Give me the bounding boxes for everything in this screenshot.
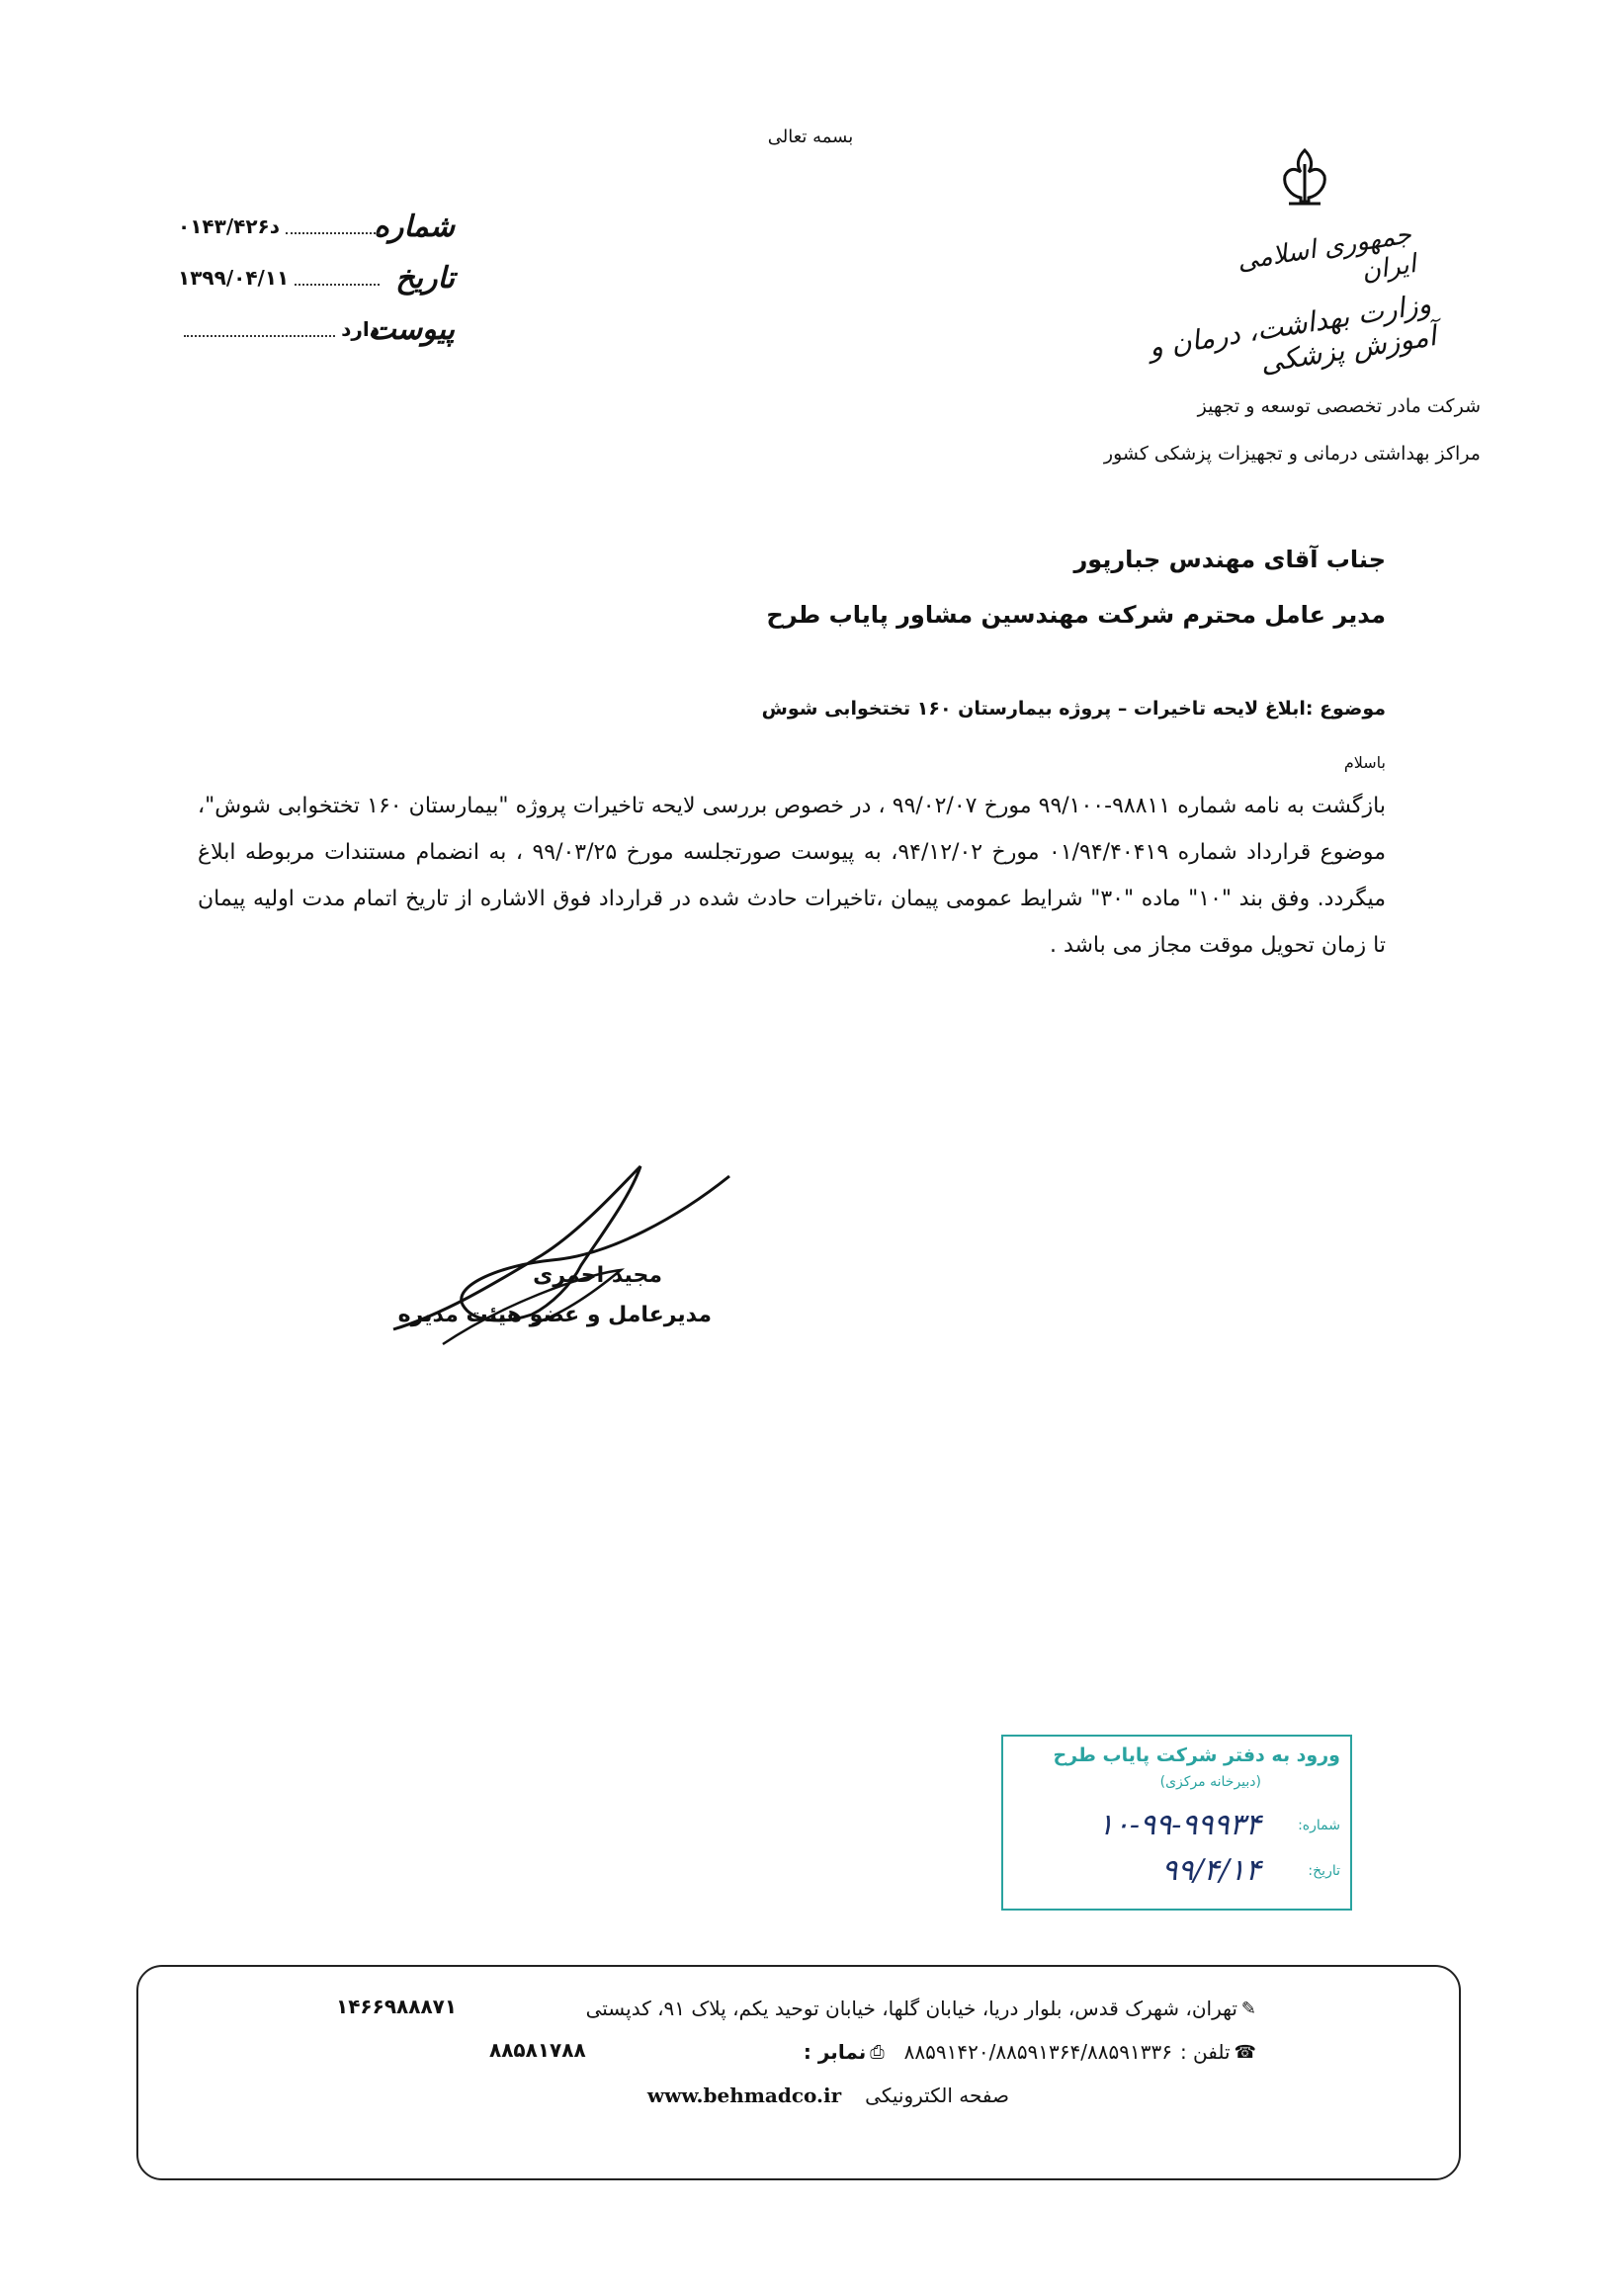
receipt-stamp	[1001, 1735, 1352, 1911]
dotted-line	[184, 334, 335, 337]
signer-title: مدیرعامل و عضو هیئت مدیره	[397, 1303, 712, 1327]
reference-date-value: ۱۳۹۹/۰۴/۱۱	[178, 266, 290, 290]
reference-attachment-value: دارد	[341, 317, 380, 341]
addressee-title: مدیر عامل محترم شرکت مهندسین مشاور پایاب طرح	[766, 601, 1386, 629]
dotted-line	[295, 283, 380, 286]
pen-icon: ✎	[1240, 1998, 1256, 2019]
footer-address-line	[586, 1997, 1256, 2020]
footer-website[interactable]: www.behmadco.ir	[646, 2083, 842, 2107]
footer-fax: ۸۸۵۸۱۷۸۸	[489, 2038, 586, 2062]
addressee-name: جناب آقای مهندس جبارپور	[1073, 546, 1386, 573]
stamp-title: ورود به دفتر شرکت پایاب طرح	[1053, 1744, 1340, 1766]
stamp-number-label: شماره:	[1298, 1817, 1340, 1833]
footer-phone-label: تلفن :	[1179, 2040, 1231, 2064]
reference-block	[178, 193, 455, 347]
stamp-date-value: ۹۹/۴/۱۴	[1161, 1853, 1261, 1888]
reference-date-label: تاریخ	[395, 261, 455, 296]
footer-address: تهران، شهرک قدس، بلوار دریا، خیابان گلها، خیابان توحید یکم، پلاک ۹۱، کدپستی	[585, 1997, 1237, 2020]
footer-phone-line	[804, 2040, 1256, 2064]
letter-subject: موضوع :ابلاغ لایحه تاخیرات – پروژه بیمارستان ۱۶۰ تختخوابی شوش	[761, 698, 1386, 720]
footer-fax-label: نمابر :	[803, 2040, 867, 2064]
ministry-line-2: وزارت بهداشت، درمان و آموزش پزشکی	[1147, 287, 1439, 380]
reference-date-row	[178, 244, 455, 296]
stamp-date-label: تاریخ:	[1308, 1862, 1340, 1879]
reference-attachment-row	[178, 296, 455, 347]
iran-emblem-icon	[1275, 146, 1334, 210]
company-name-line-2: مراکز بهداشتی درمانی و تجهیزات پزشکی کشور	[1103, 443, 1481, 465]
letter-body: بازگشت به نامه شماره ۹۸۸۱۱-۹۹/۱۰۰ مورخ ۹۹/۰۲/۰۷ ، در خصوص بررسی لایحه تاخیرات پروژه "بیمارستان ۱۶۰ تختخوابی شوش"، موضوع قرارداد شماره ۰۱/۹۴/۴۰۴۱۹ مورخ ۹۴/۱۲/۰۲، به پیوست صورتجلسه مورخ ۹۹/۰۳/۲۵ ، به انضمام مستندات مربوطه ابلاغ میگردد. وفق بند "۱۰" ماده "۳۰" شرایط عمومی پیمان ،تاخیرات حادث شده در قرارداد فوق الاشاره از تاریخ اتمام مدت اولیه پیمان تا زمان تحویل موقت مجاز می باشد .	[198, 794, 1386, 958]
bismillah-heading: بسمه تعالی	[767, 127, 854, 147]
footer-website-line	[647, 2083, 1009, 2107]
greeting: باسلام	[1343, 753, 1386, 772]
stamp-subtitle: (دبیرخانه مرکزی)	[1159, 1774, 1261, 1790]
ministry-line-1: جمهوری اسلامی ایران	[1235, 219, 1418, 288]
phone-icon: ☎	[1234, 2041, 1256, 2063]
dotted-line	[286, 231, 380, 234]
stamp-number-row	[1098, 1808, 1340, 1842]
stamp-date-row	[1161, 1853, 1340, 1888]
fax-icon: ⎙	[870, 2041, 885, 2063]
reference-number-value: ۰۱۴۳/۴۲۶د	[178, 214, 281, 238]
reference-number-label: شماره	[374, 210, 455, 244]
reference-number-row	[178, 193, 455, 244]
footer-postal-code: ۱۴۶۶۹۸۸۸۷۱	[336, 1995, 458, 2018]
footer-phones: ۸۸۵۹۱۴۲۰/۸۸۵۹۱۳۶۴/۸۸۵۹۱۳۳۶	[903, 2040, 1172, 2064]
letterhead-footer	[136, 1965, 1461, 2180]
reference-attachment-label: پیوست	[368, 312, 455, 347]
company-name-line-1: شرکت مادر تخصصی توسعه و تجهیز	[1197, 395, 1481, 417]
stamp-number-value: ۱۰-۹۹-۹۹۹۳۴	[1097, 1808, 1261, 1842]
footer-website-label: صفحه الکترونیکی	[865, 2083, 1009, 2107]
signer-name: مجید احمری	[533, 1263, 662, 1288]
